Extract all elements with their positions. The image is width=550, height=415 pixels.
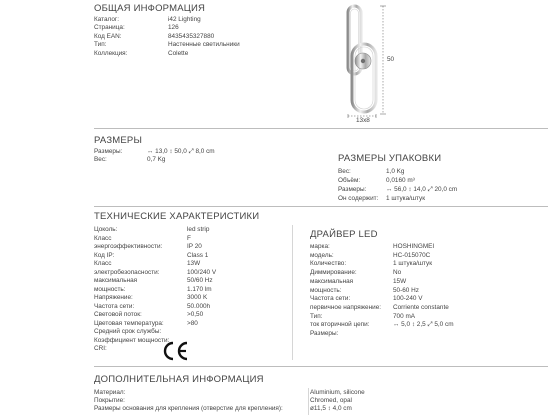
- table-row: [94, 268, 294, 277]
- row-label: Каталог:: [94, 16, 120, 23]
- table-row: [94, 302, 294, 311]
- row-label: Размеры:: [94, 148, 123, 155]
- row-value: ↔ 5,0 ↕ 2,5 ⤢ 5,0 cm: [393, 321, 454, 329]
- lamp-outline-icon: [335, 4, 415, 126]
- row-value: 50.000h: [187, 302, 211, 310]
- row-value: Настенные светильники: [168, 41, 240, 49]
- row-value: F: [187, 234, 191, 242]
- table-row: [338, 194, 548, 203]
- table-row: [94, 40, 314, 48]
- row-label: Напряжение:: [94, 294, 133, 301]
- row-label: Класс: [94, 234, 112, 242]
- additional-heading: ДОПОЛНИТЕЛЬНАЯ ИНФОРМАЦИЯ: [94, 374, 264, 385]
- row-value: Corriente constante: [393, 303, 449, 311]
- row-label: максимальная: [94, 277, 138, 284]
- row-value: No: [393, 269, 402, 277]
- row-label: Световой поток:: [94, 311, 142, 318]
- sizes-table: [94, 147, 314, 167]
- row-value: Aluminium, silicone: [310, 389, 365, 396]
- row-label: Тип:: [94, 41, 107, 49]
- ce-mark: [160, 340, 190, 362]
- table-row: [94, 319, 294, 328]
- table-row: [94, 276, 294, 285]
- row-label: модель:: [310, 251, 334, 259]
- row-label: Коэффициент мощности:: [94, 336, 170, 344]
- table-row: [310, 286, 548, 295]
- row-value: ↔ 56,0 ↕ 14,0 ⤢ 20,0 cm: [386, 186, 458, 193]
- row-value: ↔ 13,0 ↕ 50,0 ⤢ 8,0 cm: [147, 148, 215, 155]
- table-row: [310, 268, 548, 277]
- row-value: 50/60 Hz: [187, 277, 213, 284]
- table-row: [94, 225, 294, 234]
- row-value: Chromed, opal: [310, 397, 352, 404]
- column-divider: [292, 225, 293, 360]
- row-label: Класс: [94, 260, 112, 267]
- row-label: Частота сети:: [94, 302, 135, 310]
- table-row: [94, 259, 294, 268]
- row-value: ø11,5 ↕ 4,0 cm: [310, 405, 352, 412]
- table-row: [94, 234, 294, 243]
- general-info-table: [94, 15, 314, 65]
- row-label: Код IP:: [94, 251, 115, 259]
- row-value: HOSHINGMEI: [393, 243, 435, 250]
- row-value: 0,0160 m³: [386, 177, 415, 184]
- table-row: [94, 23, 314, 31]
- row-value: 1,0 Kg: [386, 168, 405, 175]
- row-label: энергоэффективности:: [94, 243, 163, 250]
- row-value: 0,7 Kg: [147, 156, 166, 164]
- row-label: Цветовая температура:: [94, 319, 164, 327]
- row-value: 100-240 V: [393, 295, 423, 303]
- row-label: Материал:: [94, 389, 126, 396]
- row-label: мощность:: [94, 285, 126, 293]
- table-row: [94, 147, 314, 155]
- width-dimension-label: 13x8: [356, 117, 370, 124]
- row-label: Коллекция:: [94, 49, 128, 57]
- table-row: [310, 259, 548, 268]
- row-label: Диммирование:: [310, 269, 357, 277]
- row-label: Покрытие:: [94, 397, 125, 404]
- row-value: 1 штука/штук: [393, 260, 433, 268]
- row-value: >80: [187, 319, 198, 327]
- row-value: 8435435327880: [168, 32, 215, 40]
- row-value: 50-60 Hz: [393, 286, 419, 294]
- row-label: Вес:: [338, 168, 351, 175]
- row-label: Частота сети:: [310, 295, 351, 303]
- table-row: [338, 167, 548, 176]
- divider: [94, 366, 548, 367]
- row-label: Размеры основания для крепления (отверстие для крепления):: [94, 405, 283, 412]
- row-label: Объём:: [338, 177, 361, 184]
- table-row: [310, 277, 548, 286]
- height-dimension-label: 50: [387, 56, 395, 63]
- row-value: 1.170 lm: [187, 285, 212, 293]
- row-label: максимальная: [310, 277, 354, 285]
- row-value: >0,50: [187, 311, 204, 318]
- table-row: [94, 242, 294, 251]
- table-row: [94, 344, 294, 353]
- row-label: CRI:: [94, 345, 107, 352]
- row-value: HC-015070C: [393, 251, 431, 259]
- row-value: 700 mA: [393, 312, 416, 320]
- packaging-table: [338, 167, 548, 205]
- row-value: led strip: [187, 226, 210, 233]
- row-value: i42 Lighting: [168, 16, 201, 23]
- table-row: [94, 49, 314, 57]
- row-value: Colette: [168, 49, 189, 57]
- row-label: мощность:: [310, 286, 342, 294]
- table-row: [338, 176, 548, 185]
- table-row: [310, 242, 548, 251]
- row-value: 1 штука/штук: [386, 195, 426, 202]
- product-drawing: [335, 4, 415, 126]
- table-row: [310, 303, 548, 312]
- row-value: 3000 K: [187, 294, 208, 301]
- table-row: [310, 294, 548, 303]
- table-row: [94, 388, 548, 396]
- table-row: [94, 396, 548, 404]
- row-label: ток вторичной цепи:: [310, 321, 370, 329]
- row-value: Class 1: [187, 251, 209, 259]
- row-label: Код EAN:: [94, 32, 122, 40]
- row-label: Количество:: [310, 260, 347, 268]
- table-row: [94, 15, 314, 23]
- table-row: [310, 320, 548, 329]
- driver-heading: ДРАЙВЕР LED: [310, 229, 378, 240]
- table-row: [310, 329, 548, 338]
- row-label: первичное напряжение:: [310, 303, 382, 311]
- general-info-heading: ОБЩАЯ ИНФОРМАЦИЯ: [94, 3, 206, 14]
- row-label: Цоколь:: [94, 226, 118, 233]
- table-row: [94, 336, 294, 345]
- table-row: [94, 285, 294, 294]
- driver-table: [310, 242, 548, 346]
- row-value: IP 20: [187, 243, 202, 250]
- technical-heading: ТЕХНИЧЕСКИЕ ХАРАКТЕРИСТИКИ: [94, 211, 260, 222]
- row-label: Он содержит:: [338, 195, 379, 202]
- row-label: Вес:: [94, 156, 107, 164]
- row-label: Страница:: [94, 24, 125, 32]
- table-row: [94, 293, 294, 302]
- row-label: Тип:: [310, 312, 323, 320]
- table-row: [310, 251, 548, 260]
- table-row: [94, 251, 294, 260]
- row-label: Размеры:: [310, 330, 339, 337]
- row-label: марка:: [310, 243, 330, 250]
- row-value: 126: [168, 24, 179, 32]
- row-value: 15W: [393, 277, 407, 285]
- table-row: [94, 310, 294, 319]
- table-row: [338, 185, 548, 194]
- packaging-heading: РАЗМЕРЫ УПАКОВКИ: [338, 153, 442, 164]
- divider: [94, 128, 548, 129]
- row-value: 13W: [187, 260, 201, 267]
- table-row: [310, 312, 548, 321]
- sizes-heading: РАЗМЕРЫ: [94, 135, 143, 146]
- row-label: Средний срок службы:: [94, 328, 162, 335]
- row-label: Размеры:: [338, 186, 367, 193]
- column-divider: [308, 388, 309, 415]
- table-row: [94, 404, 548, 412]
- additional-table: [94, 388, 548, 415]
- technical-table: [94, 225, 294, 365]
- row-label: электробезопасности:: [94, 268, 160, 276]
- divider: [94, 206, 548, 207]
- table-row: [94, 32, 314, 40]
- table-row: [94, 327, 294, 336]
- table-row: [94, 155, 314, 163]
- row-value: 100/240 V: [187, 268, 217, 276]
